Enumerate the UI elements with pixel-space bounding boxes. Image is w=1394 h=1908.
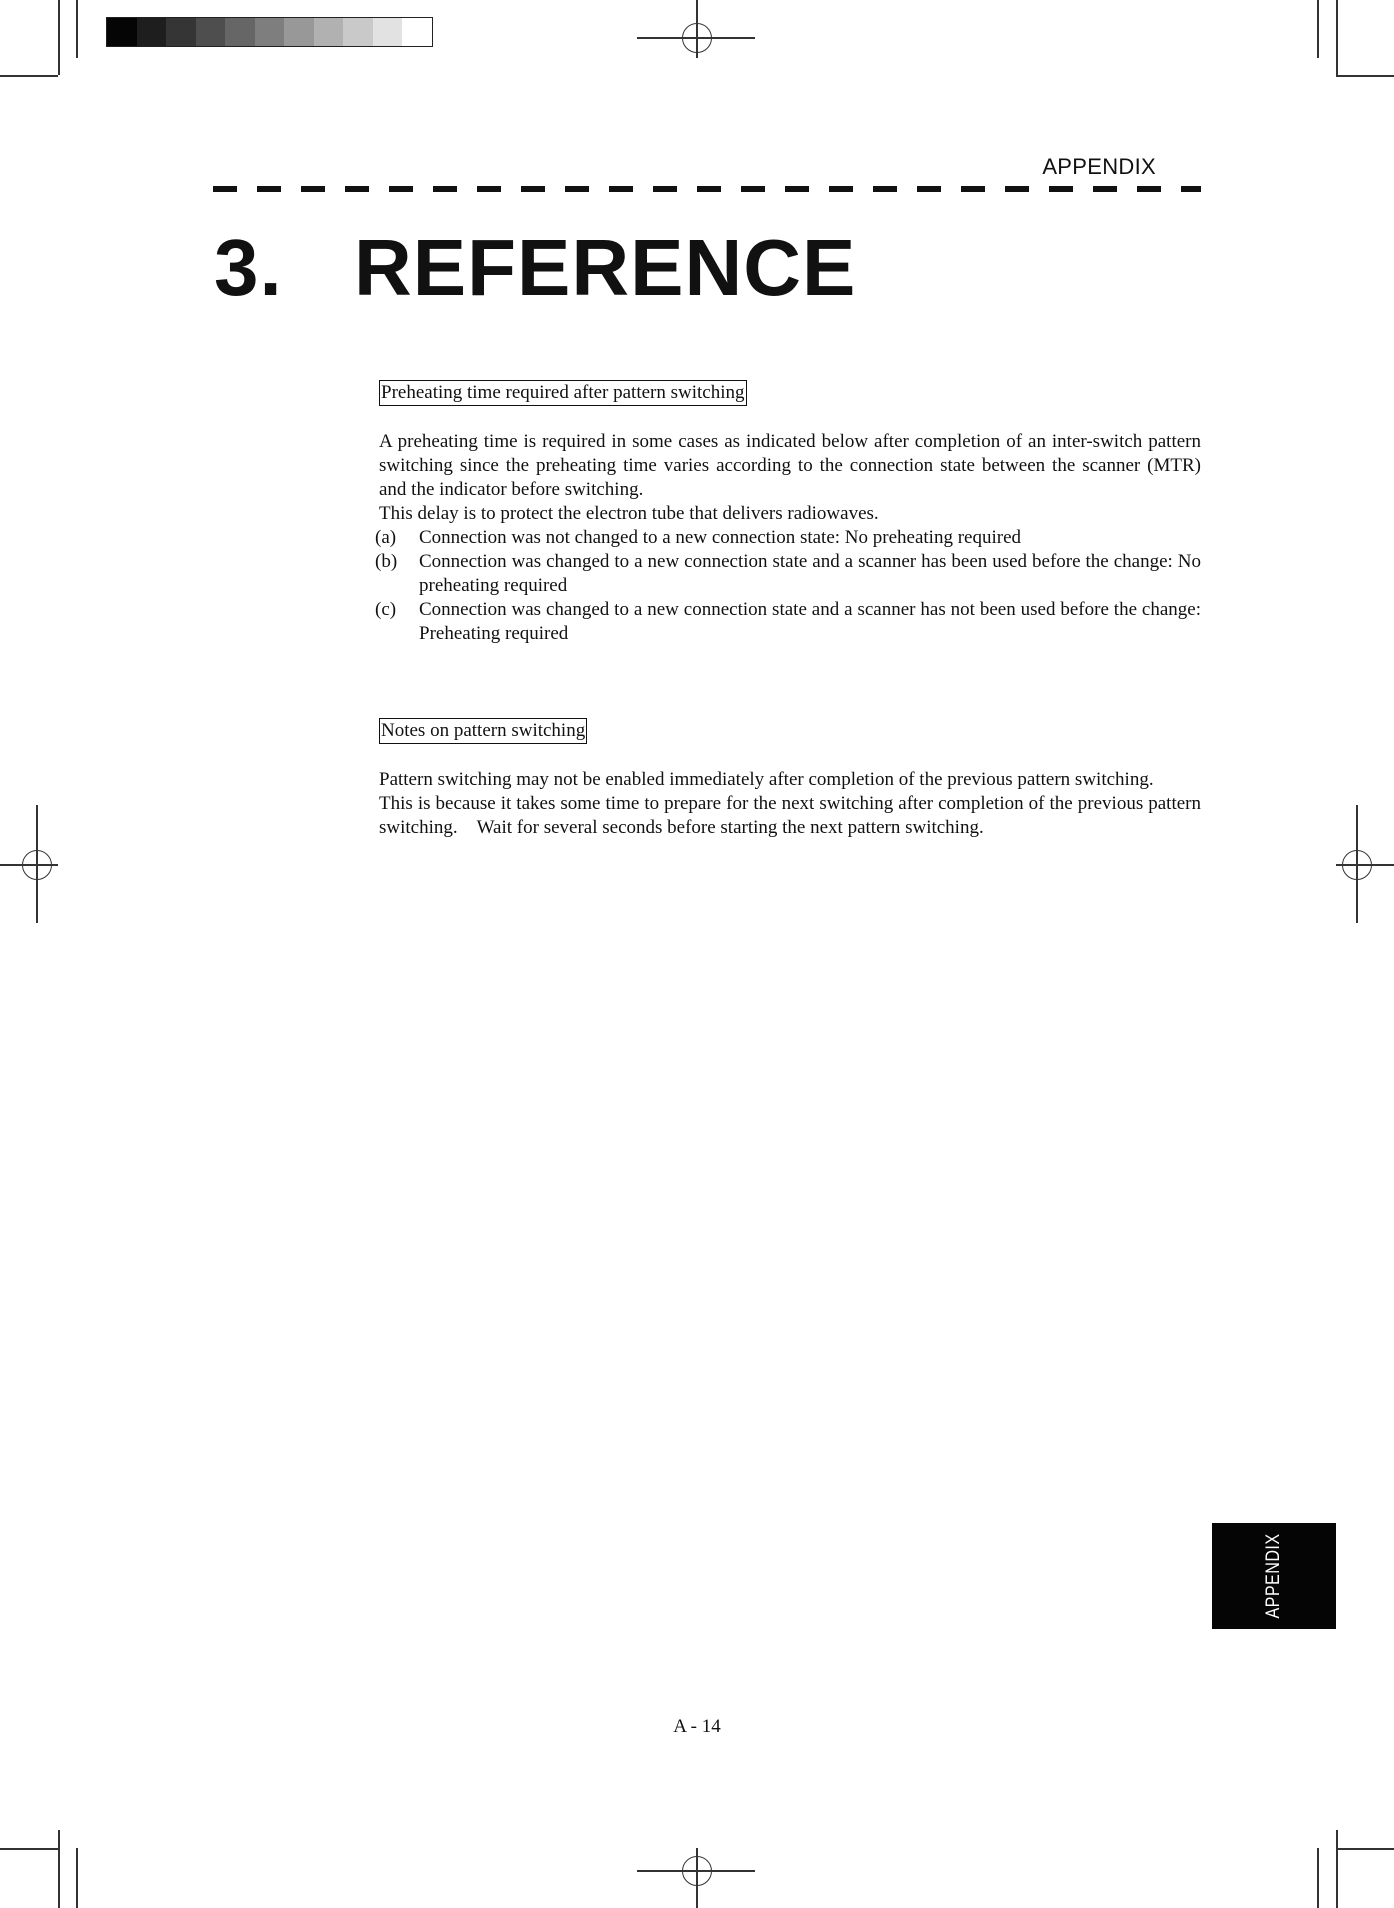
grayscale-swatch	[402, 18, 432, 46]
crop-mark-top-left-v	[76, 0, 78, 58]
chapter-number: 3.	[214, 223, 283, 312]
crop-mark-bottom-right-h	[1336, 1848, 1394, 1850]
list-item	[375, 526, 1201, 550]
preheating-note: This delay is to protect the electron tube that delivers radiowaves.	[379, 503, 879, 524]
grayscale-swatch	[314, 18, 344, 46]
list-item-text: Connection was changed to a new connection state and a scanner has not been used before the change: Preheating required	[419, 599, 1201, 644]
page-number: A - 14	[673, 1716, 721, 1737]
header-dashed-rule	[213, 186, 1201, 192]
crop-mark-top-left-v2	[58, 0, 60, 75]
list-item	[375, 598, 1201, 646]
preheating-paragraph: A preheating time is required in some cases as indicated below after completion of an inter-switch pattern switching since the preheating time varies according to the connection state between the scanner (MTR) and the indicator before switching.	[379, 431, 1201, 500]
registration-mark-left-circle	[22, 850, 52, 880]
page-content	[375, 380, 1201, 840]
grayscale-swatch	[284, 18, 314, 46]
list-item-text: Connection was changed to a new connection state and a scanner has been used before the change: No preheating required	[419, 551, 1201, 596]
registration-mark-right-circle	[1342, 850, 1372, 880]
grayscale-swatch	[107, 18, 137, 46]
crop-mark-bottom-left-v	[76, 1848, 78, 1908]
list-item	[375, 550, 1201, 598]
list-item-label: (c)	[375, 599, 397, 620]
chapter-title	[214, 222, 856, 314]
preheating-section	[375, 380, 1201, 646]
crop-mark-bottom-left-h	[0, 1848, 58, 1850]
grayscale-swatch	[343, 18, 373, 46]
registration-mark-bottom-circle	[682, 1856, 712, 1886]
preheating-section-heading: Preheating time required after pattern switching	[379, 380, 747, 406]
grayscale-swatch	[373, 18, 403, 46]
crop-mark-top-right-v	[1317, 0, 1319, 58]
crop-mark-top-left-h	[0, 75, 58, 77]
grayscale-swatch	[255, 18, 285, 46]
list-item-label: (a)	[375, 527, 397, 548]
side-tab-label: APPENDIX	[1263, 1533, 1284, 1619]
grayscale-swatch	[225, 18, 255, 46]
chapter-title-text: REFERENCE	[354, 223, 857, 312]
registration-mark-top-circle	[682, 23, 712, 53]
notes-section-heading: Notes on pattern switching	[379, 718, 587, 744]
list-item-label: (b)	[375, 551, 398, 572]
list-item-text: Connection was not changed to a new connection state: No preheating required	[419, 527, 1021, 548]
crop-mark-bottom-left-v2	[58, 1830, 60, 1908]
grayscale-swatch	[196, 18, 226, 46]
crop-mark-bottom-right-v	[1317, 1848, 1319, 1908]
notes-paragraph-2: This is because it takes some time to prepare for the next switching after completion of the previous pattern switching. Wait for several seconds before starting the next pattern switching.	[379, 793, 1201, 838]
crop-mark-bottom-right-v2	[1336, 1830, 1338, 1908]
notes-section	[379, 718, 1201, 840]
grayscale-calibration-strip	[106, 17, 433, 47]
grayscale-swatch	[137, 18, 167, 46]
grayscale-swatch	[166, 18, 196, 46]
appendix-side-tab	[1212, 1523, 1336, 1629]
crop-mark-top-right-h	[1336, 75, 1394, 77]
crop-mark-top-right-v2	[1336, 0, 1338, 75]
notes-paragraph: Pattern switching may not be enabled immediately after completion of the previous pattern switching.	[379, 769, 1154, 790]
running-header-label: APPENDIX	[1042, 154, 1156, 179]
